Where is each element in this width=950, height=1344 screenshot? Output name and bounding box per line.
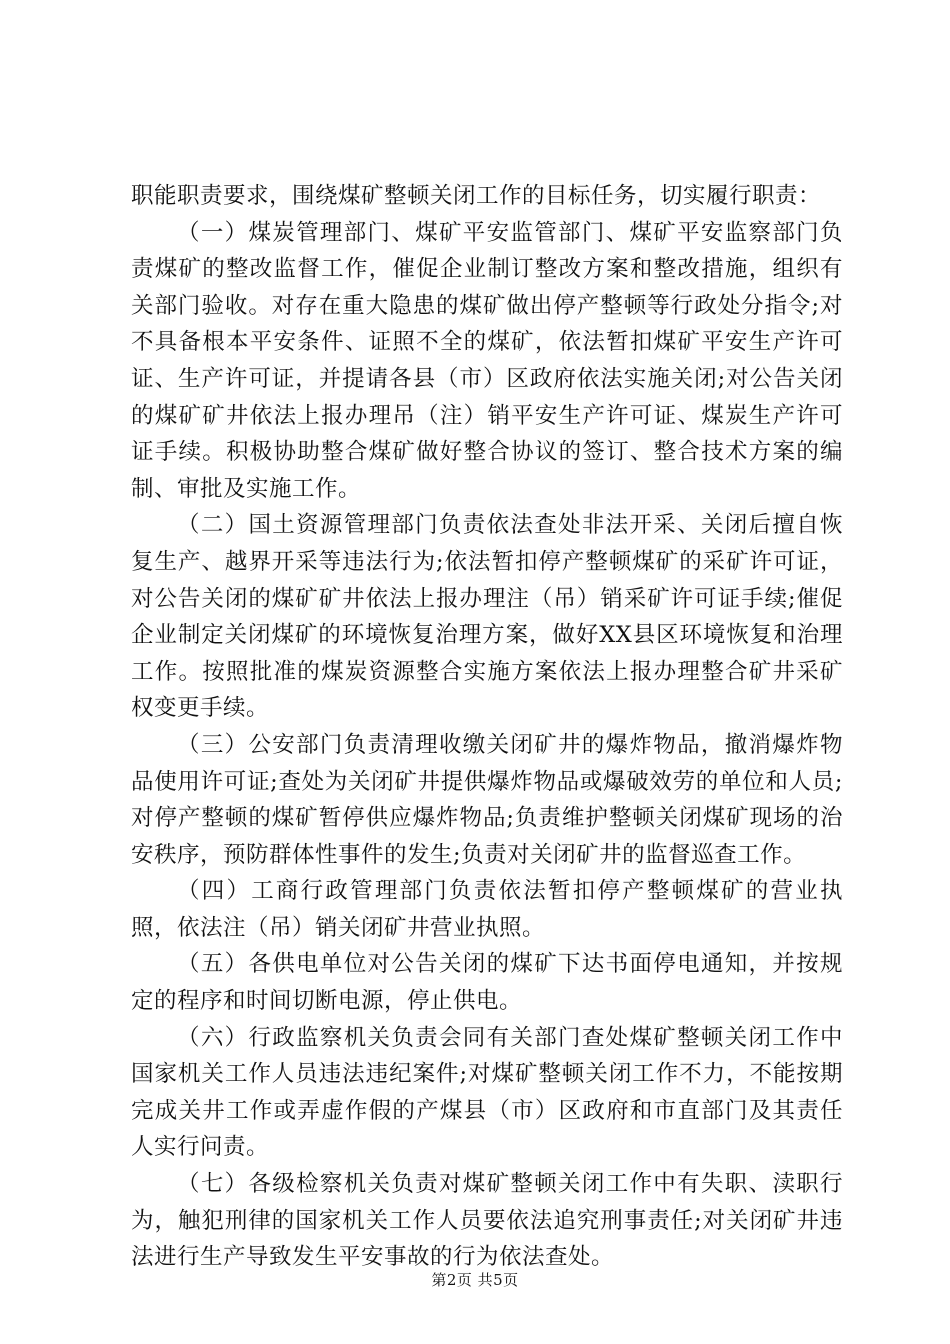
- document-body: [131, 178, 843, 1276]
- paragraph-item-7: （七）各级检察机关负责对煤矿整顿关闭工作中有失职、渎职行为，触犯刑律的国家机关工作人员要依法追究刑事责任;对关闭矿井违法进行生产导致发生平安事故的行为依法查处。: [131, 1171, 843, 1271]
- paragraph-item-3: （三）公安部门负责清理收缴关闭矿井的爆炸物品，撤消爆炸物品使用许可证;查处为关闭矿井提供爆炸物品或爆破效劳的单位和人员;对停产整顿的煤矿暂停供应爆炸物品;负责维护整顿关闭煤矿现场的治安秩序，预防群体性事件的发生;负责对关闭矿井的监督巡查工作。: [131, 731, 843, 868]
- page-number-footer: 第2页 共5页: [431, 1271, 519, 1289]
- paragraph-item-1: （一）煤炭管理部门、煤矿平安监管部门、煤矿平安监察部门负责煤矿的整改监督工作，催促企业制订整改方案和整改措施，组织有关部门验收。对存在重大隐患的煤矿做出停产整顿等行政处分指令;对不具备根本平安条件、证照不全的煤矿，依法暂扣煤矿平安生产许可证、生产许可证，并提请各县（市）区政府依法实施关闭;对公告关闭的煤矿矿井依法上报办理吊（注）销平安生产许可证、煤炭生产许可证手续。积极协助整合煤矿做好整合协议的签订、整合技术方案的编制、审批及实施工作。: [131, 219, 843, 502]
- paragraph-item-4: （四）工商行政管理部门负责依法暂扣停产整顿煤矿的营业执照，依法注（吊）销关闭矿井营业执照。: [131, 878, 843, 941]
- paragraph-item-2: （二）国土资源管理部门负责依法查处非法开采、关闭后擅自恢复生产、越界开采等违法行为;依法暂扣停产整顿煤矿的采矿许可证，对公告关闭的煤矿矿井依法上报办理注（吊）销采矿许可证手续;催促企业制定关闭煤矿的环境恢复治理方案，做好XX县区环境恢复和治理工作。按照批准的煤炭资源整合实施方案依法上报办理整合矿井采矿权变更手续。: [131, 512, 843, 722]
- paragraph-item-6: （六）行政监察机关负责会同有关部门查处煤矿整顿关闭工作中国家机关工作人员违法违纪案件;对煤矿整顿关闭工作不力，不能按期完成关井工作或弄虚作假的产煤县（市）区政府和市直部门及其责任人实行问责。: [131, 1024, 843, 1161]
- paragraph-intro: 职能职责要求，围绕煤矿整顿关闭工作的目标任务，切实履行职责：: [131, 183, 822, 209]
- paragraph-item-5: （五）各供电单位对公告关闭的煤矿下达书面停电通知，并按规定的程序和时间切断电源，停止供电。: [131, 951, 843, 1015]
